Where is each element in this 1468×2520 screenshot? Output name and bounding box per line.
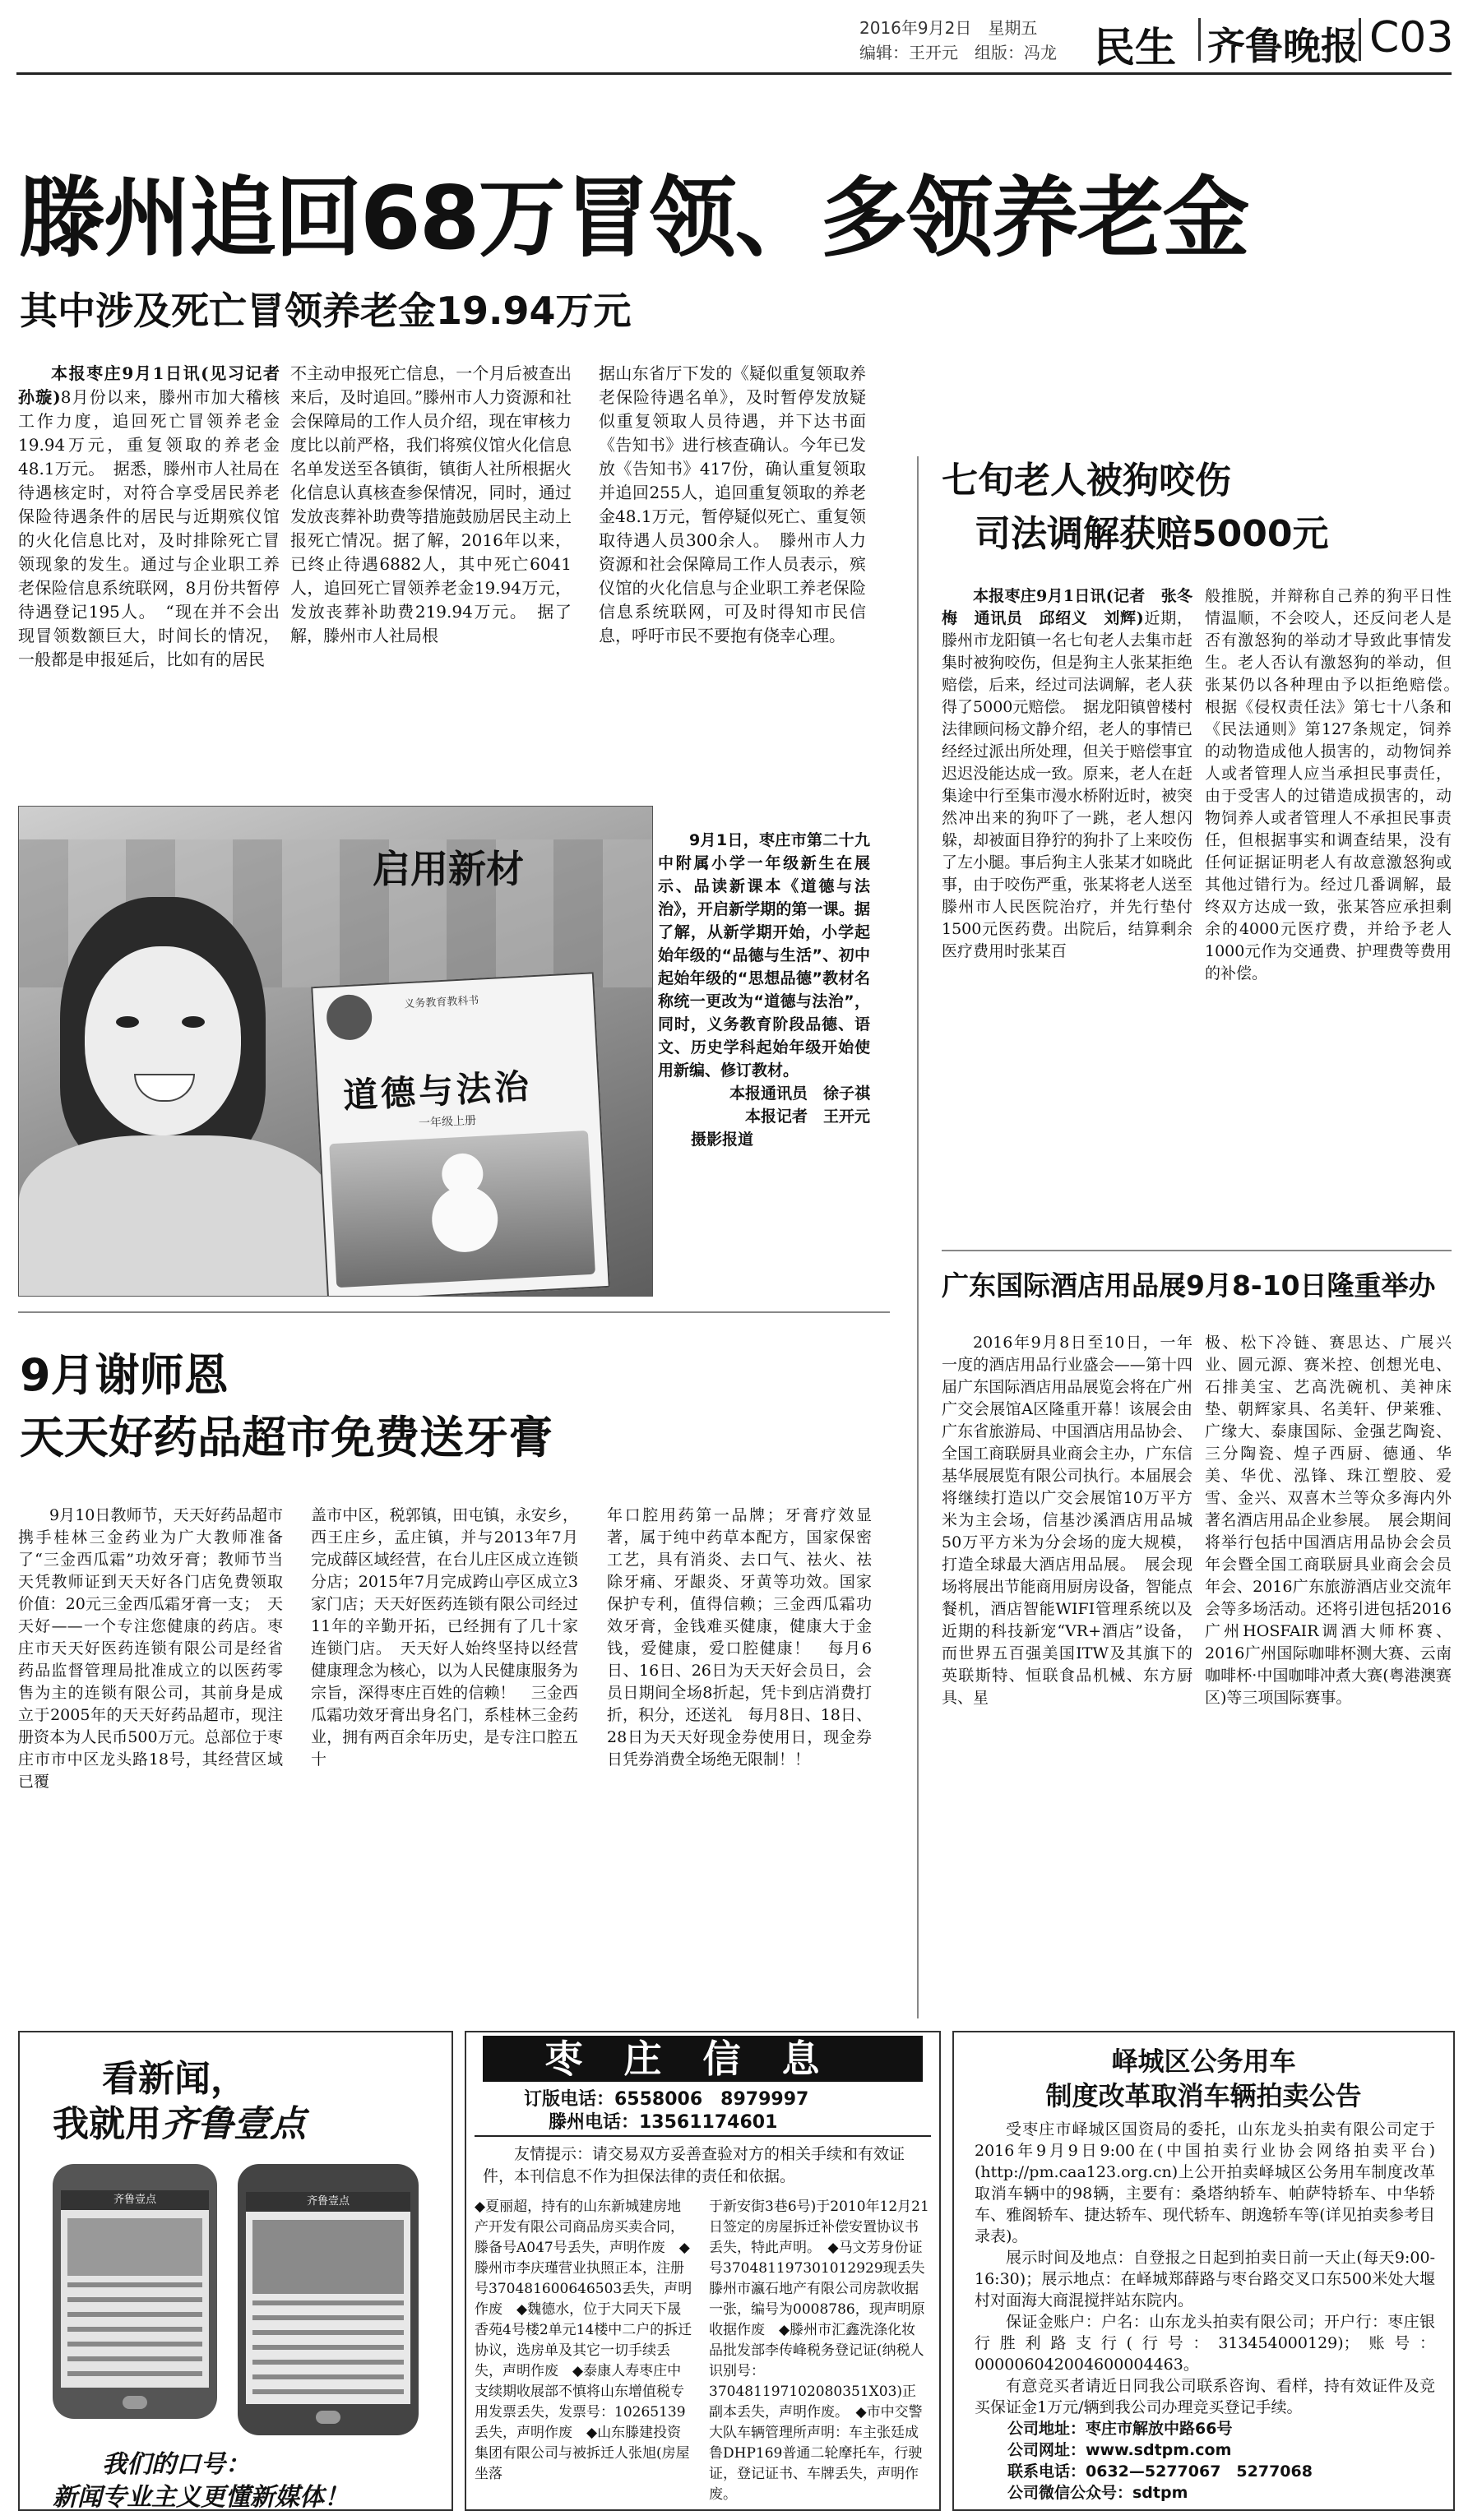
masthead-editors: 编辑：王开元 组版：冯龙 [859,43,1057,62]
book-title: 道德与法治 [341,1066,534,1117]
classified-title: 枣庄信息 [483,2036,923,2082]
auction-account: 保证金账户：户名：山东龙头拍卖有限公司；开户行：枣庄银行胜利路支行(行号：313454000129)；账号：000006042004600004463。 [975,2313,1435,2374]
app-ad-line2 [53,2094,306,2147]
teacher-text-1: 9月10日教师节，天天好药品超市携手桂林三金药业为广大教师准备了“三金西瓜霜”功效牙膏；教师节当天凭教师证到天天好各门店免费领取价值：20元三金西瓜霜牙膏一支； 天天好——一个专注您健康的药店。枣庄市天天好医药连锁有限公司是经省药品监督管理局批准成立的以医药零售为主的连锁有限公司，其前身是成立于2005年的天天好药品超市，现注册资本为人民币500万元。总部位于枣庄市市中区龙头路18号，其经营区域已覆 [18,1506,283,1791]
caption-credit-2: 本报记者 王开元 [744,1107,870,1126]
expo-headline: 广东国际酒店用品展9月8-10日隆重举办 [942,1269,1436,1302]
lead-dateline: 本报枣庄9月1日讯(见习记者 孙璇) [18,363,280,407]
dog-headline-1: 七旬老人被狗咬伤 [942,460,1231,502]
classified-notice-text: 友情提示：请交易双方妥善查验对方的相关手续和有效证件，本刊信息不作为担保法律的责任和依据。 [483,2145,905,2185]
photo-caption [658,829,870,1289]
paper-logo: 齐鲁晚报 [1207,24,1359,68]
page-divider [1359,18,1361,61]
classified-phone-1: 订版电话：6558006 8979997 [524,2089,809,2110]
phone-content-right [252,2220,404,2294]
classified-column-a [475,2197,695,2501]
photo-overlay-title: 启用新材 [373,847,524,891]
phone-home-right [316,2411,340,2424]
dog-column-1 [942,585,1192,1227]
auction-wechat: 公司微信公众号：sdtpm [1007,2484,1188,2502]
classified-notice [483,2143,923,2193]
auction-body [975,2119,1435,2505]
phone-lines-right [252,2300,404,2397]
page-number: C03 [1369,13,1454,62]
lead-column-1 [18,362,280,789]
auction-title-1: 峄城区公务用车 [1111,2046,1296,2077]
app-ad-slogan-1: 我们的口号： [102,2450,250,2479]
book-emblem [326,993,373,1041]
teacher-column-1 [18,1505,283,2018]
phone-mockup-left [53,2164,217,2419]
teacher-text-2: 盖市中区，税郭镇，田屯镇，永安乡，西王庄乡，孟庄镇，并与2013年7月完成薛区域经营，在台儿庄区成立连锁分店；2015年7月完成跨山亭区成立3家门店；天天好医药连锁有限公司经过11年的辛勤开拓，已经拥有了几十家连锁门店。 天天好人始终坚持以经营健康理念为核心，以为人民健康服务为宗旨，深得枣庄百姓的信赖！ 三金西瓜霜功效牙膏出身名门，系桂林三金药业，拥有两百余年历史，是专注口腔五十 [311,1506,578,1769]
expo-column-2 [1205,1332,1452,2018]
classified-text-a: ◆夏丽超，持有的山东新城建房地产开发有限公司商品房买卖合同，滕备号A047号丢失，声明作废 ◆滕州市李庆瑾营业执照正本，注册号370481600646503丢失，声明作废 ◆魏德水，位于大同天下晟香苑4号楼2单元14楼中二户的拆迁协议，选房单及其它一切手续丢失，声明作废 ◆泰康人寿枣庄中支续期收展部不慎将山东增值税专用发票丢失，发票号：10265139丢失，声明作废 ◆山东滕建投资集团有限公司与被拆迁人张旭(房屋坐落 [475,2199,692,2482]
teacher-headline-2: 天天好药品超市免费送牙膏 [20,1412,553,1463]
classified-column-b [709,2197,929,2501]
phone-screen-left [61,2190,209,2388]
dog-text-2: 般推脱，并辩称自己养的狗平日性情温顺，不会咬人，还反问老人是否有激怒狗的举动才导致此事情发生。老人否认有激怒狗的举动，但张某仍以各种理由予以拒绝赔偿。 根据《侵权责任法》第七十八条和《民法通则》第127条规定，饲养的动物造成他人损害的，动物饲养人或者管理人应当承担民事责任，由于受害人的过错造成损害的，动物饲养人或者管理人不承担民事责任，但根据事实和调查结果，没有任何证据证明老人有故意激怒狗或其他过错行为。经过几番调解，最终双方达成一致，张某答应承担剩余的4000元医疗费，并给予老人1000元作为交通费、护理费等费用的补偿。 [1205,587,1452,983]
classified-phone-2: 滕州电话：13561174601 [549,2112,778,2133]
auction-body-text: 受枣庄市峄城区国资局的委托，山东龙头拍卖有限公司定于2016年9月9日9:00在(中国拍卖行业协会网络拍卖平台)(http://pm.caa123.org.cn)上公开拍卖峄城区公务用车制度改革取消车辆中的98辆，主要有：桑塔纳轿车、帕萨特轿车、中华轿车、雅阁轿车、捷达轿车、现代轿车、朗逸轿车等(详见拍卖参考目录表)。 [975,2120,1435,2245]
auction-time: 展示时间及地点：自登报之日起到拍卖日前一天止(每天9:00-16:30)；展示地点：在峄城郑薛路与枣台路交叉口东500米处大堰村对面海大商混搅拌站东院内。 [975,2249,1435,2310]
dog-column-2 [1205,585,1452,1227]
masthead [0,0,1468,76]
auction-website[interactable]: 公司网址：www.sdtpm.com [1007,2441,1232,2459]
expo-column-1 [942,1332,1192,2018]
auction-phone: 联系电话：0632—5277067 5277068 [1007,2462,1313,2481]
dog-headline-2: 司法调解获赔5000元 [975,513,1329,555]
dog-text-1: 近期，滕州市龙阳镇一名七旬老人去集市赶集时被狗咬伤，但是狗主人张某拒绝赔偿，后来，经过司法调解，老人获得了5000元赔偿。 据龙阳镇曾楼村法律顾问杨文静介绍，老人的事情已经经过派出所处理，但关于赔偿事宜迟迟没能达成一致。原来，老人在赶集途中行至集市漫水桥附近时，被突然冲出来的狗吓了一跳，老人想闪躲，却被面目狰狞的狗扑了上来咬伤了左小腿。事后狗主人张某才如晓此事，由于咬伤严重，张某将老人送至滕州市人民医院治疗，并先行垫付1500元医药费。出院后，结算剩余医疗费用时张某百 [942,609,1192,960]
masthead-date: 2016年9月2日 星期五 [859,18,1038,38]
girl-shirt [19,1135,331,1297]
teacher-headline-1: 9月谢师恩 [20,1349,229,1401]
snowman-body [430,1185,499,1254]
girl-eye-right [182,1016,205,1028]
caption-credit-1: 本报通讯员 徐子祺 [729,1084,870,1103]
section-name: 民生 [1094,24,1176,72]
column-separator [917,456,919,2018]
phone-screen-right [246,2192,410,2404]
classified-ad [465,2031,941,2511]
teacher-text-3: 年口腔用药第一品牌；牙膏疗效显著，属于纯中药草本配方，国家保密工艺，具有消炎、去口气、祛火、祛除牙痛、牙龈炎、牙黄等功效。国家保护专利，值得信赖；三金西瓜霜功效牙膏，金钱难买健康，健康大于金钱，爱健康，爱口腔健康！ 每月6日、16日、26日为天天好会员日，会员日期间全场8折起，凭卡到店消费打折，积分，还送礼 每月8日、18日、28日为天天好现金券使用日，现金券日凭券消费全场绝无限制！！ [607,1506,872,1769]
lead-text-2: 不主动申报死亡信息，一个月后被查出来后，及时追回。”滕州市人力资源和社会保障局的工作人员介绍，现在审核力度比以前严格，我们将殡仪馆火化信息名单发送至各镇街，镇街人社所根据火化信息认真核查参保情况，同时，通过发放丧葬补助费等措施鼓励居民主动上报死亡情况。据了解，2016年以来，已终止待遇6882人，其中死亡6041人，追回死亡冒领养老金19.94万元，发放丧葬补助费219.94万元。 据了解，滕州市人社局根 [290,363,572,645]
news-photo [18,806,653,1297]
expo-top-rule [942,1250,1452,1251]
teacher-column-2 [311,1505,578,2018]
app-ad [18,2031,453,2511]
expo-text-2: 极、松下冷链、赛思达、广展兴业、圆元源、赛米控、创想光电、石排美宝、艺高洗碗机、美神床垫、朝辉家具、名美轩、伊莱雅、广缘大、泰康国际、金强艺陶瓷、三分陶瓷、煌子西厨、德通、华美、华优、泓锋、珠江塑胶、爱雪、金兴、双喜木兰等众多海内外著名酒店用品企业参展。 展会期间将举行包括中国酒店用品协会会员年会暨全国工商联厨具业商会会员年会、2016广东旅游酒店业交流年会等多场活动。还将引进包括2016广州HOSFAIR调酒大师杯赛、2016广州国际咖啡杯测大赛、云南咖啡杯·中国咖啡冲煮大赛(粤港澳赛区)等三项国际赛事。 [1205,1334,1452,1707]
section-divider [1198,18,1201,61]
app-ad-slogan-2: 新闻专业主义更懂新媒体！ [53,2483,349,2512]
lead-headline: 滕州追回68万冒领、多领养老金 [18,168,1248,269]
caption-text: 9月1日，枣庄市第二十九中附属小学一年级新生在展示、品读新课本《道德与法治》，开启新学期的第一课。据了解，从新学期开始，小学起始年级的“品德与生活”、初中起始年级的“思想品德”教材名称统一更改为“道德与法治”，同时，义务教育阶段品德、语文、历史学科起始年级开始使用新编、修订教材。 [658,831,870,1080]
classified-rule [475,2135,931,2137]
teacher-top-rule [18,1311,890,1313]
lead-column-3 [599,362,866,789]
phone-header-right: 齐鲁壹点 [246,2192,410,2212]
lead-text-3: 据山东省厅下发的《疑似重复领取养老保险待遇名单》，及时暂停发放疑似重复领取人员待遇，并下达书面《告知书》进行核查确认。今年已发放《告知书》417份，确认重复领取并追回255人，追回重复领取的养老金48.1万元，暂停疑似死亡、重复领取待遇人员300余人。 滕州市人力资源和社会保障局工作人员表示，殡仪馆的火化信息与企业职工养老保险信息系统联网，可及时得知市民信息，呼吁市民不要抱有侥幸心理。 [599,363,866,645]
auction-note: 有意竞买者请近日同我公司联系咨询、看样，持有效证件及竞买保证金1万元/辆到我公司办理竞买登记手续。 [975,2377,1435,2416]
girl-face [85,946,241,1135]
app-ad-line2-pre: 我就用 [53,2103,161,2145]
book-illustration [329,1131,595,1288]
app-brand: 齐鲁壹点 [161,2103,306,2145]
auction-title-2: 制度改革取消车辆拍卖公告 [1045,2080,1362,2111]
auction-notice [952,2031,1455,2511]
lead-text-1: 8月份以来，滕州市加大稽核工作力度，追回死亡冒领养老金19.94万元，重复领取的养老金48.1万元。 据悉，滕州市人社局在待遇核定时，对符合享受居民养老保险待遇条件的居民与近期殡仪馆的火化信息比对，及时排除死亡冒领现象的发生。通过与企业职工养老保险信息系统联网，8月份共暂停待遇登记195人。 “现在并不会出现冒领数额巨大，时间长的情况，一般都是申报延后，比如有的居民 [18,387,280,669]
book-grade: 一年级上册 [418,1113,477,1131]
phone-mockup-right [238,2164,419,2435]
teacher-column-3 [607,1505,872,2018]
book-series: 义务教育教科书 [404,994,479,1011]
masthead-rule [16,72,1452,75]
classified-text-b: 于新安街3巷6号)于2010年12月21日签定的房屋拆迁补偿安置协议书丢失，特此声明。 ◆马文芳身份证号370481197301012929现丢失滕州市瀛石地产有限公司房款收据一张，编号为0008786，现声明原收据作废 ◆滕州市汇鑫洗涤化妆品批发部李传峰税务登记证(纳税人识别号：370481197102080351X03)正副本丢失，声明作废。 ◆市中交警大队车辆管理所声明：车主张廷成鲁DHP169普通二轮摩托车，行驶证，登记证书、车牌丢失，声明作废。 [709,2199,929,2501]
auction-address: 公司地址：枣庄市解放中路66号 [1007,2420,1233,2438]
phone-lines-left [67,2282,202,2381]
expo-text-1: 2016年9月8日至10日，一年一度的酒店用品行业盛会——第十四届广东国际酒店用品展览会将在广州广交会展馆A区隆重开幕！该展会由广东省旅游局、中国酒店用品协会、全国工商联厨具业商会主办，广东信基华展展览有限公司执行。本届展会将继续打造以广交会展馆10万平方米为主会场，信基沙溪酒店用品城50万平方米为分会场的庞大规模，打造全球最大酒店用品展。 展会现场将展出节能商用厨房设备，智能点餐机，酒店智能WIFI管理系统以及近期的科技新宠“VR+酒店”设备，而世界五百强美国ITW及其旗下的英联斯特、恒联食品机械、东方厨具、星 [942,1334,1192,1707]
lead-column-2 [290,362,572,789]
phone-header-left: 齐鲁壹点 [61,2190,209,2210]
dog-dateline: 本报枣庄9月1日讯(记者 张冬梅 通讯员 邱绍义 刘辉) [942,587,1192,627]
girl-eye-left [116,1016,139,1028]
app-ad-line1: 看新闻， [102,2058,247,2100]
textbook [311,972,610,1297]
phone-content-left [67,2218,202,2276]
lead-subhead: 其中涉及死亡冒领养老金19.94万元 [20,289,632,333]
caption-credit-3: 摄影报道 [691,1131,754,1149]
phone-home-left [123,2396,147,2409]
